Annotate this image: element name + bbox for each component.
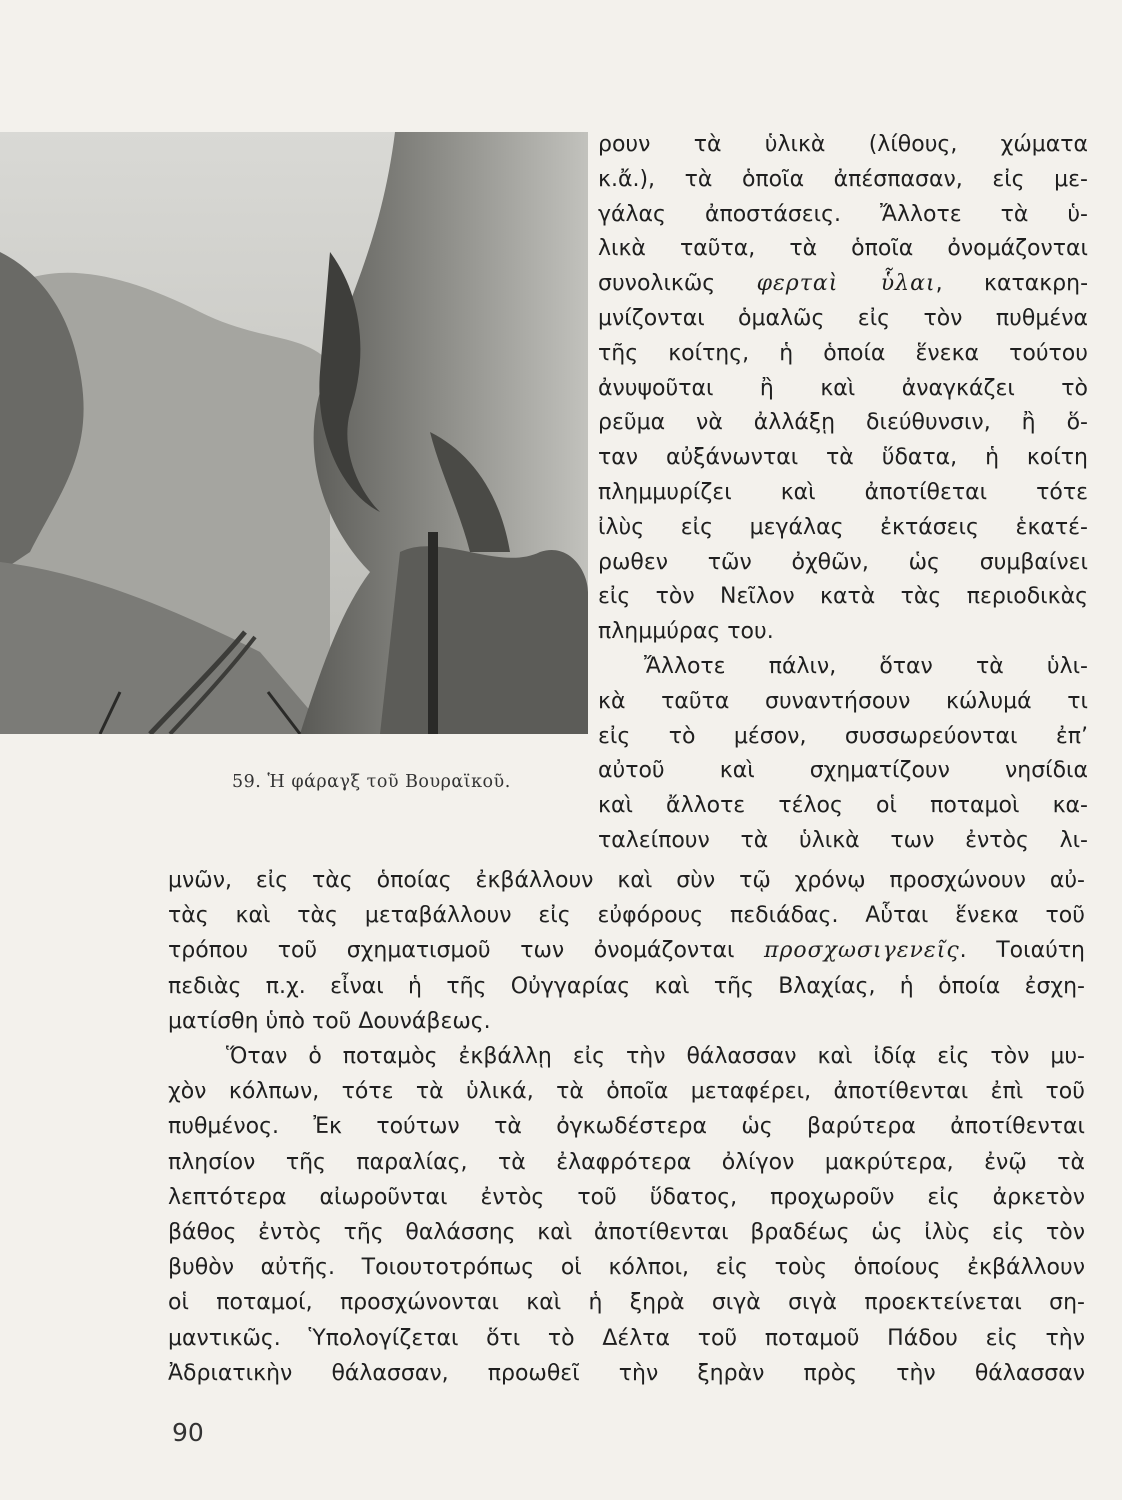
text-line: τῆς κοίτης, ἡ ὁποία ἕνεκα τούτου <box>598 340 1088 366</box>
text-line: βάθος ἐντὸς τῆς θαλάσσης καὶ ἀποτίθενται βραδέως ὡς ἰλὺς εἰς τὸν <box>168 1220 1085 1246</box>
text-line: ταν αὐξάνωνται τὰ ὕδατα, ἡ κοίτη <box>598 445 1088 471</box>
gorge-photograph <box>0 132 588 734</box>
text-segment: , κατακρη- <box>935 271 1089 297</box>
text-line: αὐτοῦ καὶ σχηματίζουν νησίδια <box>598 758 1088 784</box>
text-line: βυθὸν αὐτῆς. Τοιουτοτρόπως οἱ κόλποι, εἰς τοὺς ὁποίους ἐκβάλλουν <box>168 1255 1085 1281</box>
text-line: μαντικῶς. Ὑπολογίζεται ὅτι τὸ Δέλτα τοῦ ποταμοῦ Πάδου εἰς τὴν <box>168 1325 1085 1351</box>
text-line <box>168 933 1085 968</box>
emphasized-term: φερταὶ ὗλαι <box>756 271 936 297</box>
page-number: 90 <box>172 1418 204 1447</box>
text-line: πυθμένος. Ἐκ τούτων τὰ ὀγκωδέστερα ὡς βαρύτερα ἀποτίθενται <box>168 1114 1085 1140</box>
text-line: οἱ ποταμοί, προσχώνονται καὶ ἡ ξηρὰ σιγὰ σιγὰ προεκτείνεται ση- <box>168 1290 1085 1316</box>
text-line: πλημμυρίζει καὶ ἀποτίθεται τότε <box>598 479 1088 505</box>
text-line: γάλας ἀποστάσεις. Ἄλλοτε τὰ ὑ- <box>598 201 1088 227</box>
text-line: Ἀδριατικὴν θάλασσαν, προωθεῖ τὴν ξηρὰν πρὸς τὴν θάλασσαν <box>168 1360 1085 1386</box>
text-line: ἰλὺς εἰς μεγάλας ἐκτάσεις ἑκατέ- <box>598 514 1088 540</box>
text-line: ματίσθη ὑπὸ τοῦ Δουνάβεως. <box>168 1008 491 1034</box>
text-line: καὶ ἄλλοτε τέλος οἱ ποταμοὶ κα- <box>598 793 1088 819</box>
text-segment: συνολικῶς <box>598 271 716 297</box>
full-width-text <box>168 863 1085 1391</box>
text-line: μνίζονται ὁμαλῶς εἰς τὸν πυθμένα <box>598 305 1088 331</box>
text-line: ἀνυψοῦται ἢ καὶ ἀναγκάζει τὸ <box>598 375 1088 401</box>
text-line: κ.ἄ.), τὰ ὁποῖα ἀπέσπασαν, εἰς με- <box>598 166 1088 192</box>
text-line <box>598 267 1088 302</box>
text-line: πλησίον τῆς παραλίας, τὰ ἐλαφρότερα ὀλίγον μακρύτερα, ἐνῷ τὰ <box>168 1149 1085 1175</box>
emphasized-term: προσχωσιγενεῖς <box>764 938 960 964</box>
text-line: ταλείπουν τὰ ὑλικὰ των ἐντὸς λι- <box>598 827 1088 853</box>
text-line: λικὰ ταῦτα, τὰ ὁποῖα ὀνομάζονται <box>598 236 1088 262</box>
text-line: πλημμύρας του. <box>598 619 774 645</box>
text-line: λεπτότερα αἰωροῦνται ἐντὸς τοῦ ὕδατος, προχωροῦν εἰς ἀρκετὸν <box>168 1184 1085 1210</box>
narrow-column-text <box>598 128 1088 859</box>
text-line: εἰς τὸν Νεῖλον κατὰ τὰς περιοδικὰς <box>598 584 1088 610</box>
text-line: ρεῦμα νὰ ἀλλάξῃ διεύθυνσιν, ἢ ὅ- <box>598 410 1088 436</box>
text-line: ρουν τὰ ὑλικὰ (λίθους, χώματα <box>598 132 1088 157</box>
text-line: μνῶν, εἰς τὰς ὁποίας ἐκβάλλουν καὶ σὺν τῷ χρόνῳ προσχώνουν αὐ- <box>168 868 1085 893</box>
text-line: πεδιὰς π.χ. εἶναι ἡ τῆς Οὐγγαρίας καὶ τῆς Βλαχίας, ἡ ὁποία ἐσχη- <box>168 973 1085 999</box>
text-segment: τρόπου τοῦ σχηματισμοῦ των ὀνομάζονται <box>168 938 735 964</box>
text-line: ρωθεν τῶν ὀχθῶν, ὡς συμβαίνει <box>598 549 1088 575</box>
text-line: τὰς καὶ τὰς μεταβάλλουν εἰς εὐφόρους πεδιάδας. Αὗται ἕνεκα τοῦ <box>168 903 1085 929</box>
text-line: Ὅταν ὁ ποταμὸς ἐκβάλλῃ εἰς τὴν θάλασσαν καὶ ἰδίᾳ εἰς τὸν μυ- <box>226 1044 1085 1070</box>
text-segment: . Τοιαύτη <box>959 938 1086 964</box>
figure-caption: 59. Ἡ φάραγξ τοῦ Βουραϊκοῦ. <box>232 772 511 792</box>
text-line: χὸν κόλπων, τότε τὰ ὑλικά, τὰ ὁποῖα μεταφέρει, ἀποτίθενται ἐπὶ τοῦ <box>168 1079 1085 1105</box>
text-line: κὰ ταῦτα συναντήσουν κώλυμά τι <box>598 688 1088 714</box>
text-line: Ἄλλοτε πάλιν, ὅταν τὰ ὑλι- <box>644 653 1088 679</box>
text-line: εἰς τὸ μέσον, συσσωρεύονται ἐπ’ <box>598 723 1088 749</box>
